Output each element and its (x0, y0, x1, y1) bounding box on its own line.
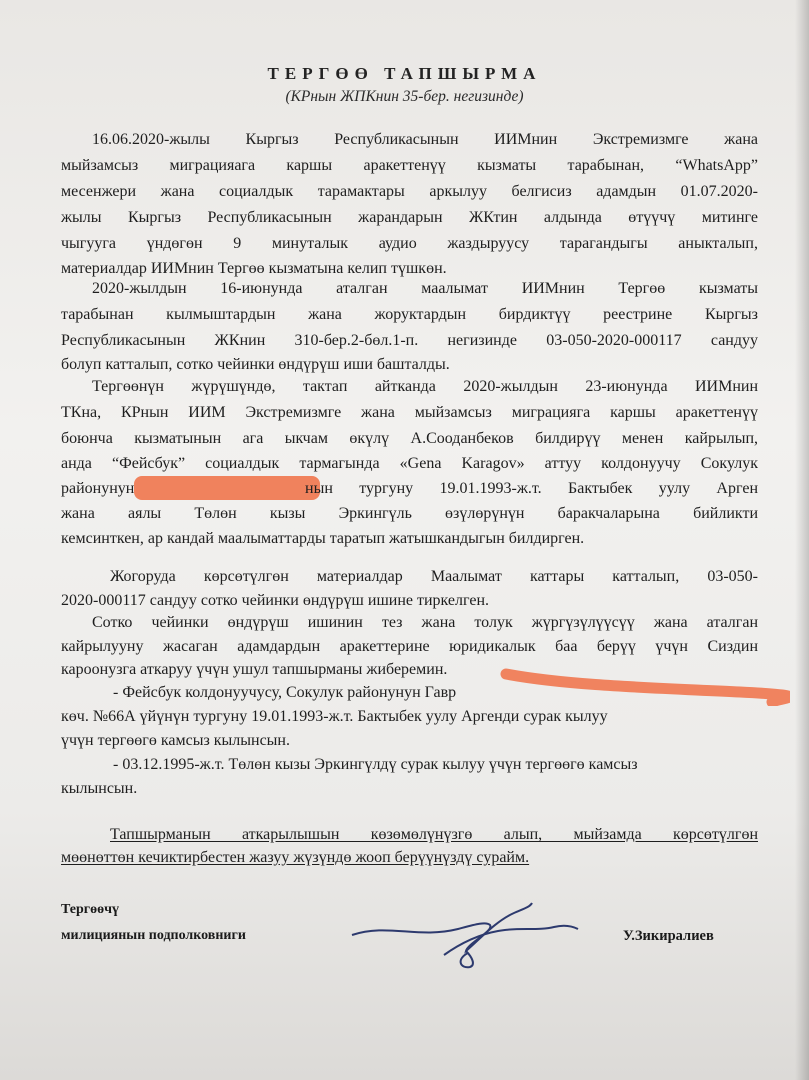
text-line: нын тургуну 19.01.1993-ж.т. Бактыбек уулу Арген (305, 480, 758, 497)
text-line: жылы Кыргыз Республикасынын жарандарын ЖКтин алдында өтүүчү митинге (61, 209, 758, 226)
text-line: материалдар ИИМнин Тергөө кызматына келип түшкөн. (61, 260, 447, 277)
text-line: Тергөөнүн жүрүшүндө, тактап айтканда 2020-жылдын 23-июнунда ИИМнин (92, 378, 758, 395)
document-title: ТЕРГӨӨ ТАПШЫРМА (267, 64, 542, 83)
redaction-scribble (490, 666, 790, 706)
text-line: 2020-жылдын 16-июнунда аталган маалымат ИИМнин Тергөө кызматы (92, 280, 758, 297)
text-line: кароонузга аткаруу үчүн ушул тапшырманы жиберемин. (61, 661, 448, 678)
text-line: боюнча кызматынын ага ыкчам өкүлү А.Сооданбеков билдирүү менен кайрылып, (61, 430, 758, 447)
text-line: - 03.12.1995-ж.т. Төлөн кызы Эркингүлдү сурак кылуу үчүн тергөөгө камсыз (113, 756, 638, 773)
text-line: кемсинткен, ар кандай маалыматтарды таратып жатышкандыгын билдирген. (61, 530, 585, 547)
page-shadow (795, 0, 809, 1080)
handwritten-signature (348, 895, 588, 970)
text-line: кайрылууну жасаган адамдардын аракеттерине юридикалык баа берүү үчүн Сиздин (61, 638, 758, 655)
text-line: мөөнөттөн кечиктирбестен жазуу жүзүндө жооп берүүнүздү сурайм. (61, 849, 530, 866)
signer-name: У.Зикиралиев (623, 928, 714, 944)
text-line: районунун (61, 480, 135, 497)
signer-position-line2: милициянын подполковниги (61, 928, 246, 943)
text-line: Жогоруда көрсөтүлгөн материалдар Маалымат каттары катталып, 03-050- (110, 568, 758, 585)
text-line: анда “Фейсбук” социалдык тармагында «Gena Karagov» аттуу колдонуучу Сокулук (61, 455, 758, 472)
redaction-mark (134, 476, 320, 500)
text-line: чыгууга үндөгөн 9 минуталык аудио жаздыруусу тарагандыгы аныкталып, (61, 235, 758, 252)
text-line: үчүн тергөөгө камсыз кылынсын. (61, 732, 290, 749)
text-line: мыйзамсыз миграцияага каршы аракеттенүү кызматы тарабынан, “WhatsApp” (61, 157, 758, 174)
text-line: кылынсын. (61, 780, 138, 797)
text-line: жана аялы Төлөн кызы Эркингүль өзүлөрүнүн баракчаларына бийликти (61, 505, 758, 522)
text-line: Тапшырманын аткарылышын көзөмөлүнүзгө алып, мыйзамда көрсөтүлгөн (110, 826, 758, 843)
text-line: - Фейсбук колдонуучусу, Сокулук районунун Гавр (113, 684, 457, 701)
text-line: болуп катталып, сотко чейинки өндүрүш иши башталды. (61, 356, 450, 373)
text-line: Республикасынын ЖКнин 310-бер.2-бөл.1-п. негизинде 03-050-2020-000117 сандуу (61, 332, 758, 349)
text-line: тарабынан кылмыштардын жана жоруктардын бирдиктүү реестрине Кыргыз (61, 306, 758, 323)
text-line: 16.06.2020-жылы Кыргыз Республикасынын ИИМнин Экстремизмге жана (92, 131, 758, 148)
document-subtitle: (КРнын ЖПКнин 35-бер. негизинде) (285, 88, 524, 105)
text-line: 2020-000117 сандуу сотко чейинки өндүрүш ишине тиркелген. (61, 592, 490, 609)
text-line: месенжери жана социалдык тарамактары аркылуу белгисиз адамдын 01.07.2020- (61, 183, 758, 200)
text-line: көч. №66А үйүнүн тургуну 19.01.1993-ж.т. Бактыбек уулу Аргенди сурак кылуу (61, 708, 608, 725)
signer-position-line1: Тергөөчү (61, 902, 120, 917)
text-line: ТКна, КРнын ИИМ Экстремизмге жана мыйзамсыз миграцияга каршы аракеттенүү (61, 404, 758, 421)
text-line: Сотко чейинки өндүрүш ишинин тез жана толук жүргүзүлүүсүү жана аталган (92, 614, 758, 631)
